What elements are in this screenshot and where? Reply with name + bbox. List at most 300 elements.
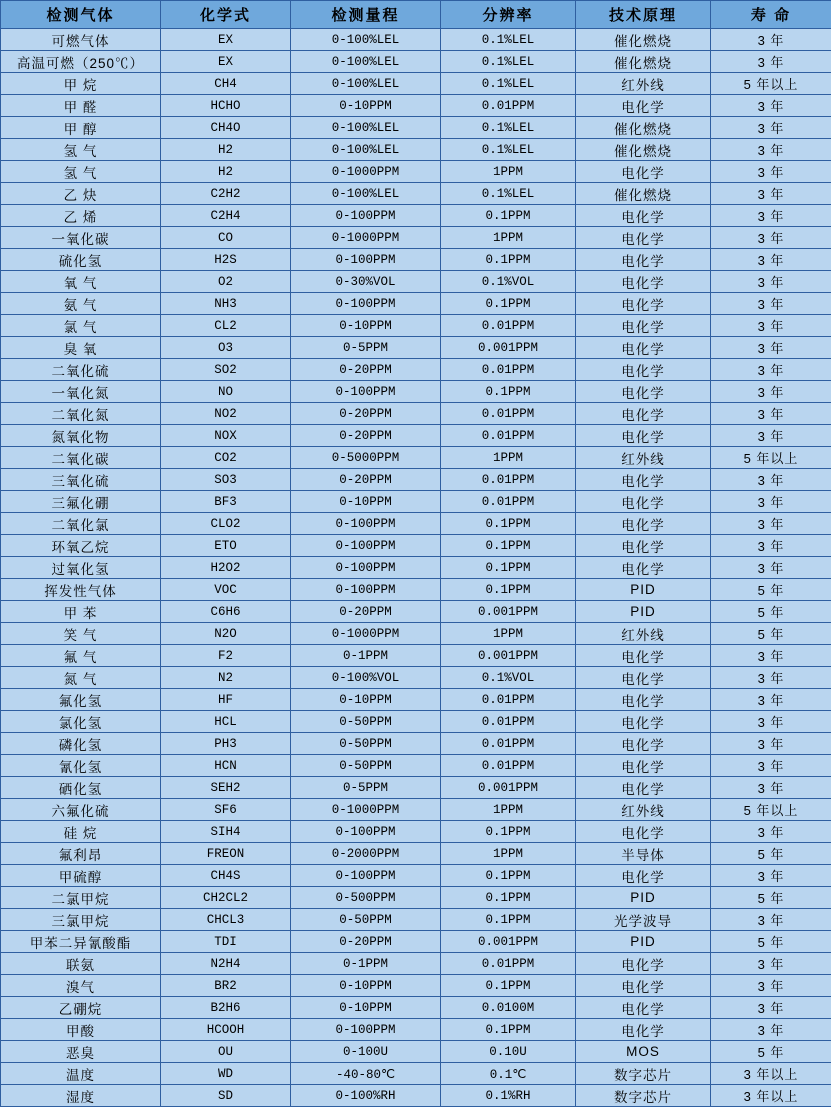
cell-lifespan: 5 年 <box>711 931 831 953</box>
cell-principle: 红外线 <box>576 623 711 645</box>
cell-formula: CHCL3 <box>161 909 291 931</box>
cell-resolution: 0.1%LEL <box>441 117 576 139</box>
cell-resolution: 0.1PPM <box>441 1019 576 1041</box>
cell-resolution: 0.1%VOL <box>441 271 576 293</box>
cell-resolution: 0.01PPM <box>441 469 576 491</box>
table-row <box>1 909 831 931</box>
cell-gas-name: 氟 气 <box>1 645 161 667</box>
cell-resolution: 0.1PPM <box>441 535 576 557</box>
cell-resolution: 0.1PPM <box>441 821 576 843</box>
cell-range: 0-1000PPM <box>291 623 441 645</box>
cell-resolution: 0.1%RH <box>441 1085 576 1107</box>
cell-formula: CH4O <box>161 117 291 139</box>
cell-principle: 电化学 <box>576 381 711 403</box>
cell-lifespan: 5 年 <box>711 1041 831 1063</box>
table-row <box>1 117 831 139</box>
cell-gas-name: 高温可燃（250℃） <box>1 51 161 73</box>
cell-lifespan: 5 年 <box>711 579 831 601</box>
cell-lifespan: 3 年 <box>711 909 831 931</box>
cell-lifespan: 3 年 <box>711 337 831 359</box>
cell-lifespan: 3 年 <box>711 95 831 117</box>
cell-lifespan: 3 年 <box>711 733 831 755</box>
cell-principle: 催化燃烧 <box>576 51 711 73</box>
cell-lifespan: 3 年 <box>711 975 831 997</box>
cell-lifespan: 3 年 <box>711 403 831 425</box>
cell-resolution: 0.1PPM <box>441 579 576 601</box>
cell-range: 0-100PPM <box>291 579 441 601</box>
cell-formula: HF <box>161 689 291 711</box>
table-row <box>1 205 831 227</box>
cell-principle: 电化学 <box>576 359 711 381</box>
cell-range: 0-100U <box>291 1041 441 1063</box>
cell-formula: HCOOH <box>161 1019 291 1041</box>
cell-formula: CH2CL2 <box>161 887 291 909</box>
table-row <box>1 469 831 491</box>
cell-resolution: 0.001PPM <box>441 337 576 359</box>
table-row <box>1 755 831 777</box>
cell-gas-name: 氨 气 <box>1 293 161 315</box>
table-row <box>1 337 831 359</box>
cell-formula: NOX <box>161 425 291 447</box>
cell-principle: PID <box>576 887 711 909</box>
cell-formula: BR2 <box>161 975 291 997</box>
cell-principle: 电化学 <box>576 821 711 843</box>
cell-formula: VOC <box>161 579 291 601</box>
table-row <box>1 821 831 843</box>
cell-gas-name: 环氧乙烷 <box>1 535 161 557</box>
cell-formula: H2S <box>161 249 291 271</box>
cell-principle: 电化学 <box>576 293 711 315</box>
cell-lifespan: 3 年 <box>711 315 831 337</box>
table-row <box>1 645 831 667</box>
table-row <box>1 733 831 755</box>
cell-range: 0-100%LEL <box>291 51 441 73</box>
cell-formula: SEH2 <box>161 777 291 799</box>
cell-lifespan: 3 年 <box>711 535 831 557</box>
cell-range: 0-20PPM <box>291 469 441 491</box>
cell-principle: PID <box>576 601 711 623</box>
cell-gas-name: 氢 气 <box>1 139 161 161</box>
cell-resolution: 0.1PPM <box>441 513 576 535</box>
cell-range: 0-100PPM <box>291 205 441 227</box>
cell-principle: 电化学 <box>576 777 711 799</box>
cell-resolution: 0.1%LEL <box>441 139 576 161</box>
table-row <box>1 1019 831 1041</box>
cell-resolution: 0.001PPM <box>441 645 576 667</box>
cell-range: 0-10PPM <box>291 689 441 711</box>
cell-range: 0-100PPM <box>291 865 441 887</box>
header-row <box>1 1 831 29</box>
cell-formula: C2H4 <box>161 205 291 227</box>
cell-gas-name: 硅 烷 <box>1 821 161 843</box>
cell-principle: 电化学 <box>576 205 711 227</box>
cell-gas-name: 甲酸 <box>1 1019 161 1041</box>
cell-resolution: 0.01PPM <box>441 689 576 711</box>
cell-gas-name: 二氧化氮 <box>1 403 161 425</box>
cell-range: 0-50PPM <box>291 755 441 777</box>
cell-principle: 电化学 <box>576 95 711 117</box>
cell-lifespan: 5 年 <box>711 887 831 909</box>
cell-gas-name: 二氧化氯 <box>1 513 161 535</box>
cell-resolution: 1PPM <box>441 447 576 469</box>
header-formula: 化学式 <box>161 1 291 29</box>
table-row <box>1 865 831 887</box>
cell-principle: 电化学 <box>576 865 711 887</box>
cell-lifespan: 3 年 <box>711 491 831 513</box>
cell-resolution: 0.01PPM <box>441 95 576 117</box>
cell-resolution: 0.1%LEL <box>441 29 576 51</box>
cell-range: 0-20PPM <box>291 425 441 447</box>
cell-principle: 电化学 <box>576 469 711 491</box>
cell-resolution: 0.1PPM <box>441 205 576 227</box>
cell-lifespan: 3 年 <box>711 777 831 799</box>
cell-gas-name: 氢 气 <box>1 161 161 183</box>
table-row <box>1 381 831 403</box>
table-row <box>1 95 831 117</box>
cell-range: 0-2000PPM <box>291 843 441 865</box>
cell-formula: CH4S <box>161 865 291 887</box>
cell-resolution: 0.1%LEL <box>441 51 576 73</box>
cell-resolution: 0.001PPM <box>441 777 576 799</box>
cell-range: 0-5PPM <box>291 777 441 799</box>
cell-range: 0-100PPM <box>291 535 441 557</box>
cell-gas-name: 甲 烷 <box>1 73 161 95</box>
table-row <box>1 425 831 447</box>
table-row <box>1 1085 831 1107</box>
cell-gas-name: 氯化氢 <box>1 711 161 733</box>
cell-principle: 电化学 <box>576 271 711 293</box>
cell-formula: NO <box>161 381 291 403</box>
cell-resolution: 0.01PPM <box>441 315 576 337</box>
cell-formula: B2H6 <box>161 997 291 1019</box>
cell-range: 0-100%LEL <box>291 117 441 139</box>
table-row <box>1 667 831 689</box>
cell-lifespan: 3 年 <box>711 183 831 205</box>
cell-lifespan: 3 年 <box>711 51 831 73</box>
table-row <box>1 73 831 95</box>
cell-principle: MOS <box>576 1041 711 1063</box>
cell-formula: NH3 <box>161 293 291 315</box>
cell-resolution: 0.1℃ <box>441 1063 576 1085</box>
cell-resolution: 0.001PPM <box>441 931 576 953</box>
cell-resolution: 0.1PPM <box>441 865 576 887</box>
cell-gas-name: 氮氧化物 <box>1 425 161 447</box>
cell-lifespan: 3 年 <box>711 469 831 491</box>
cell-lifespan: 3 年 <box>711 1019 831 1041</box>
cell-formula: BF3 <box>161 491 291 513</box>
cell-range: 0-10PPM <box>291 95 441 117</box>
cell-principle: 电化学 <box>576 953 711 975</box>
cell-gas-name: 甲苯二异氰酸酯 <box>1 931 161 953</box>
cell-formula: CO2 <box>161 447 291 469</box>
cell-principle: 电化学 <box>576 425 711 447</box>
table-body <box>1 29 831 1107</box>
table-row <box>1 447 831 469</box>
cell-formula: EX <box>161 51 291 73</box>
cell-resolution: 0.1%LEL <box>441 183 576 205</box>
cell-range: 0-100PPM <box>291 821 441 843</box>
cell-principle: 电化学 <box>576 733 711 755</box>
cell-lifespan: 3 年 <box>711 161 831 183</box>
cell-gas-name: 三氯甲烷 <box>1 909 161 931</box>
cell-principle: 电化学 <box>576 711 711 733</box>
cell-formula: CLO2 <box>161 513 291 535</box>
header-range: 检测量程 <box>291 1 441 29</box>
cell-gas-name: 三氧化硫 <box>1 469 161 491</box>
cell-range: 0-10PPM <box>291 975 441 997</box>
cell-principle: 电化学 <box>576 227 711 249</box>
cell-lifespan: 3 年 <box>711 227 831 249</box>
cell-principle: 数字芯片 <box>576 1063 711 1085</box>
cell-resolution: 0.10U <box>441 1041 576 1063</box>
cell-range: 0-500PPM <box>291 887 441 909</box>
cell-lifespan: 5 年 <box>711 843 831 865</box>
cell-principle: 电化学 <box>576 997 711 1019</box>
cell-resolution: 0.1PPM <box>441 557 576 579</box>
cell-principle: 红外线 <box>576 799 711 821</box>
cell-resolution: 0.001PPM <box>441 601 576 623</box>
cell-gas-name: 硒化氢 <box>1 777 161 799</box>
cell-gas-name: 挥发性气体 <box>1 579 161 601</box>
cell-principle: 电化学 <box>576 491 711 513</box>
table-row <box>1 931 831 953</box>
cell-resolution: 0.1%LEL <box>441 73 576 95</box>
cell-range: 0-20PPM <box>291 359 441 381</box>
cell-gas-name: 乙硼烷 <box>1 997 161 1019</box>
cell-range: 0-5PPM <box>291 337 441 359</box>
cell-formula: H2O2 <box>161 557 291 579</box>
cell-resolution: 1PPM <box>441 843 576 865</box>
cell-gas-name: 一氧化氮 <box>1 381 161 403</box>
cell-lifespan: 3 年 <box>711 425 831 447</box>
cell-lifespan: 3 年以上 <box>711 1063 831 1085</box>
cell-formula: TDI <box>161 931 291 953</box>
cell-range: 0-20PPM <box>291 601 441 623</box>
cell-gas-name: 磷化氢 <box>1 733 161 755</box>
cell-range: 0-20PPM <box>291 403 441 425</box>
cell-lifespan: 3 年以上 <box>711 1085 831 1107</box>
cell-principle: 电化学 <box>576 535 711 557</box>
cell-range: 0-20PPM <box>291 931 441 953</box>
cell-formula: HCHO <box>161 95 291 117</box>
cell-gas-name: 甲 醇 <box>1 117 161 139</box>
cell-gas-name: 溴气 <box>1 975 161 997</box>
cell-gas-name: 硫化氢 <box>1 249 161 271</box>
header-lifespan: 寿 命 <box>711 1 831 29</box>
cell-principle: 电化学 <box>576 249 711 271</box>
cell-gas-name: 笑 气 <box>1 623 161 645</box>
cell-gas-name: 一氧化碳 <box>1 227 161 249</box>
cell-gas-name: 湿度 <box>1 1085 161 1107</box>
cell-range: 0-10PPM <box>291 315 441 337</box>
cell-gas-name: 氟化氢 <box>1 689 161 711</box>
cell-range: 0-1000PPM <box>291 799 441 821</box>
cell-formula: C6H6 <box>161 601 291 623</box>
cell-resolution: 0.1PPM <box>441 887 576 909</box>
cell-resolution: 1PPM <box>441 227 576 249</box>
cell-resolution: 0.01PPM <box>441 491 576 513</box>
cell-resolution: 0.01PPM <box>441 359 576 381</box>
cell-gas-name: 臭 氧 <box>1 337 161 359</box>
table-row <box>1 799 831 821</box>
cell-range: 0-100%RH <box>291 1085 441 1107</box>
cell-lifespan: 5 年 <box>711 623 831 645</box>
cell-gas-name: 乙 烯 <box>1 205 161 227</box>
cell-formula: EX <box>161 29 291 51</box>
cell-principle: PID <box>576 579 711 601</box>
cell-formula: H2 <box>161 139 291 161</box>
cell-gas-name: 联氨 <box>1 953 161 975</box>
cell-resolution: 0.01PPM <box>441 425 576 447</box>
cell-formula: O3 <box>161 337 291 359</box>
cell-resolution: 0.1PPM <box>441 249 576 271</box>
cell-formula: ETO <box>161 535 291 557</box>
cell-resolution: 0.1PPM <box>441 975 576 997</box>
cell-gas-name: 氧 气 <box>1 271 161 293</box>
cell-lifespan: 5 年 <box>711 601 831 623</box>
cell-principle: 电化学 <box>576 513 711 535</box>
cell-principle: 半导体 <box>576 843 711 865</box>
table-row <box>1 29 831 51</box>
cell-gas-name: 甲 醛 <box>1 95 161 117</box>
cell-principle: 电化学 <box>576 161 711 183</box>
cell-formula: CH4 <box>161 73 291 95</box>
cell-lifespan: 3 年 <box>711 29 831 51</box>
cell-resolution: 0.1PPM <box>441 293 576 315</box>
cell-range: 0-100PPM <box>291 513 441 535</box>
cell-gas-name: 甲硫醇 <box>1 865 161 887</box>
cell-lifespan: 3 年 <box>711 667 831 689</box>
cell-formula: N2O <box>161 623 291 645</box>
table-row <box>1 293 831 315</box>
cell-resolution: 0.01PPM <box>441 953 576 975</box>
cell-formula: C2H2 <box>161 183 291 205</box>
cell-principle: 数字芯片 <box>576 1085 711 1107</box>
cell-range: 0-100PPM <box>291 1019 441 1041</box>
cell-lifespan: 3 年 <box>711 205 831 227</box>
cell-principle: 催化燃烧 <box>576 139 711 161</box>
cell-range: 0-50PPM <box>291 711 441 733</box>
cell-formula: PH3 <box>161 733 291 755</box>
cell-resolution: 0.1PPM <box>441 381 576 403</box>
cell-formula: NO2 <box>161 403 291 425</box>
table-row <box>1 271 831 293</box>
table-row <box>1 491 831 513</box>
table-row <box>1 843 831 865</box>
header-principle: 技术原理 <box>576 1 711 29</box>
cell-principle: 红外线 <box>576 447 711 469</box>
cell-lifespan: 3 年 <box>711 293 831 315</box>
table-row <box>1 975 831 997</box>
cell-gas-name: 六氟化硫 <box>1 799 161 821</box>
cell-resolution: 0.01PPM <box>441 711 576 733</box>
cell-principle: 电化学 <box>576 403 711 425</box>
cell-range: 0-100PPM <box>291 293 441 315</box>
cell-range: 0-100PPM <box>291 557 441 579</box>
cell-formula: SD <box>161 1085 291 1107</box>
cell-range: 0-1PPM <box>291 953 441 975</box>
cell-principle: 电化学 <box>576 667 711 689</box>
cell-gas-name: 氟利昂 <box>1 843 161 865</box>
table-row <box>1 51 831 73</box>
cell-lifespan: 3 年 <box>711 997 831 1019</box>
cell-formula: O2 <box>161 271 291 293</box>
cell-formula: H2 <box>161 161 291 183</box>
cell-gas-name: 甲 苯 <box>1 601 161 623</box>
cell-lifespan: 3 年 <box>711 557 831 579</box>
cell-lifespan: 3 年 <box>711 865 831 887</box>
cell-formula: N2 <box>161 667 291 689</box>
table-row <box>1 887 831 909</box>
cell-principle: 电化学 <box>576 557 711 579</box>
cell-formula: FREON <box>161 843 291 865</box>
cell-principle: 电化学 <box>576 975 711 997</box>
cell-lifespan: 5 年以上 <box>711 799 831 821</box>
cell-principle: 电化学 <box>576 315 711 337</box>
cell-resolution: 0.1%VOL <box>441 667 576 689</box>
cell-resolution: 0.1PPM <box>441 909 576 931</box>
cell-lifespan: 3 年 <box>711 645 831 667</box>
cell-lifespan: 5 年以上 <box>711 447 831 469</box>
cell-resolution: 0.01PPM <box>441 755 576 777</box>
table-row <box>1 139 831 161</box>
cell-gas-name: 二氧化硫 <box>1 359 161 381</box>
cell-formula: CL2 <box>161 315 291 337</box>
cell-lifespan: 3 年 <box>711 689 831 711</box>
cell-gas-name: 二氯甲烷 <box>1 887 161 909</box>
cell-gas-name: 三氟化硼 <box>1 491 161 513</box>
cell-range: 0-100%VOL <box>291 667 441 689</box>
cell-lifespan: 3 年 <box>711 953 831 975</box>
cell-resolution: 0.0100M <box>441 997 576 1019</box>
cell-resolution: 0.01PPM <box>441 403 576 425</box>
cell-formula: N2H4 <box>161 953 291 975</box>
table-row <box>1 535 831 557</box>
cell-formula: SF6 <box>161 799 291 821</box>
table-row <box>1 513 831 535</box>
cell-lifespan: 3 年 <box>711 711 831 733</box>
cell-principle: 电化学 <box>576 689 711 711</box>
cell-lifespan: 3 年 <box>711 117 831 139</box>
cell-range: 0-50PPM <box>291 909 441 931</box>
cell-lifespan: 3 年 <box>711 359 831 381</box>
cell-formula: HCL <box>161 711 291 733</box>
table-row <box>1 227 831 249</box>
table-row <box>1 161 831 183</box>
table-row <box>1 403 831 425</box>
cell-range: 0-30%VOL <box>291 271 441 293</box>
cell-resolution: 1PPM <box>441 623 576 645</box>
table-row <box>1 953 831 975</box>
cell-gas-name: 温度 <box>1 1063 161 1085</box>
cell-principle: PID <box>576 931 711 953</box>
cell-gas-name: 可燃气体 <box>1 29 161 51</box>
cell-resolution: 1PPM <box>441 161 576 183</box>
cell-principle: 电化学 <box>576 337 711 359</box>
cell-principle: 光学波导 <box>576 909 711 931</box>
cell-gas-name: 乙 炔 <box>1 183 161 205</box>
cell-principle: 电化学 <box>576 1019 711 1041</box>
cell-gas-name: 氯 气 <box>1 315 161 337</box>
cell-range: 0-100PPM <box>291 381 441 403</box>
cell-lifespan: 5 年以上 <box>711 73 831 95</box>
table-row <box>1 1041 831 1063</box>
cell-lifespan: 3 年 <box>711 271 831 293</box>
cell-principle: 电化学 <box>576 755 711 777</box>
cell-lifespan: 3 年 <box>711 249 831 271</box>
header-gas-name: 检测气体 <box>1 1 161 29</box>
table-row <box>1 1063 831 1085</box>
